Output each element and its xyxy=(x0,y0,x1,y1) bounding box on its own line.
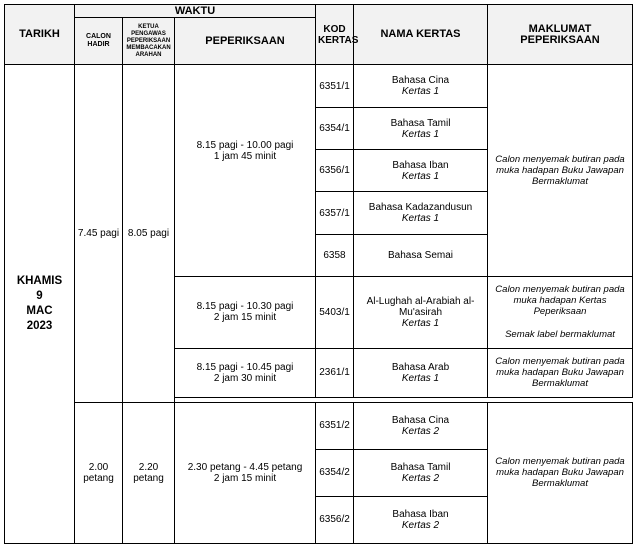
date-month: MAC xyxy=(26,305,53,318)
slot-time-4: 2.30 petang - 4.45 petang 2 jam 15 minit xyxy=(175,402,316,543)
ketua-pagi: 8.05 pagi xyxy=(123,65,175,402)
maklumat-slot-2: Calon menyemak butiran pada muka hadapan Kertas Peperiksaan Semak label bermaklumat xyxy=(488,276,633,348)
header-peperiksaan: PEPERIKSAAN xyxy=(175,18,316,65)
paper-name: Bahasa Tamil Kertas 1 xyxy=(354,108,488,150)
paper-name: Bahasa Cina Kertas 2 xyxy=(354,402,488,449)
header-tarikh: TARIKH xyxy=(5,5,75,65)
ketua-petang: 2.20 petang xyxy=(123,402,175,543)
header-nama-kertas: NAMA KERTAS xyxy=(354,5,488,65)
maklumat-slot-3: Calon menyemak butiran pada muka hadapan Buku Jawapan Bermaklumat xyxy=(488,348,633,397)
paper-code: 6356/2 xyxy=(316,496,354,543)
paper-code: 6351/1 xyxy=(316,65,354,108)
header-maklumat: MAKLUMAT PEPERIKSAAN xyxy=(488,5,633,65)
paper-name: Bahasa Semai xyxy=(354,234,488,276)
header-waktu: WAKTU xyxy=(75,5,316,18)
date-day: KHAMIS xyxy=(16,275,63,288)
paper-code: 6354/2 xyxy=(316,449,354,496)
exam-schedule-table xyxy=(4,4,633,544)
paper-name: Bahasa Cina Kertas 1 xyxy=(354,65,488,108)
slot-time-3: 8.15 pagi - 10.45 pagi 2 jam 30 minit xyxy=(175,348,316,397)
slot-time-2: 8.15 pagi - 10.30 pagi 2 jam 15 minit xyxy=(175,276,316,348)
paper-name: Bahasa Tamil Kertas 2 xyxy=(354,449,488,496)
slot-time-1: 8.15 pagi - 10.00 pagi 1 jam 45 minit xyxy=(175,65,316,277)
calon-hadir-pagi: 7.45 pagi xyxy=(75,65,123,402)
maklumat-slot-1: Calon menyemak butiran pada muka hadapan Buku Jawapan Bermaklumat xyxy=(488,65,633,277)
paper-name: Bahasa Iban Kertas 2 xyxy=(354,496,488,543)
paper-name: Bahasa Iban Kertas 1 xyxy=(354,150,488,192)
maklumat-slot-4: Calon menyemak butiran pada muka hadapan Buku Jawapan Bermaklumat xyxy=(488,402,633,543)
paper-code: 6354/1 xyxy=(316,108,354,150)
paper-name: Bahasa Kadazandusun Kertas 1 xyxy=(354,192,488,234)
paper-code: 6357/1 xyxy=(316,192,354,234)
paper-name: Al-Lughah al-Arabiah al-Mu'asirah Kertas 1 xyxy=(354,276,488,348)
calon-hadir-petang: 2.00 petang xyxy=(75,402,123,543)
paper-code: 2361/1 xyxy=(316,348,354,397)
date-cell xyxy=(5,65,75,544)
header-kod-kertas: KOD KERTAS xyxy=(316,5,354,65)
header-calon-hadir: CALON HADIR xyxy=(75,18,123,65)
paper-name: Bahasa Arab Kertas 1 xyxy=(354,348,488,397)
paper-code: 6351/2 xyxy=(316,402,354,449)
date-year: 2023 xyxy=(26,320,53,333)
paper-code: 6358 xyxy=(316,234,354,276)
date-number: 9 xyxy=(36,290,43,303)
paper-code: 6356/1 xyxy=(316,150,354,192)
header-ketua-pengawas: KETUA PENGAWAS PEPERIKSAAN MEMBACAKAN ARAHAN xyxy=(123,18,175,65)
paper-code: 5403/1 xyxy=(316,276,354,348)
